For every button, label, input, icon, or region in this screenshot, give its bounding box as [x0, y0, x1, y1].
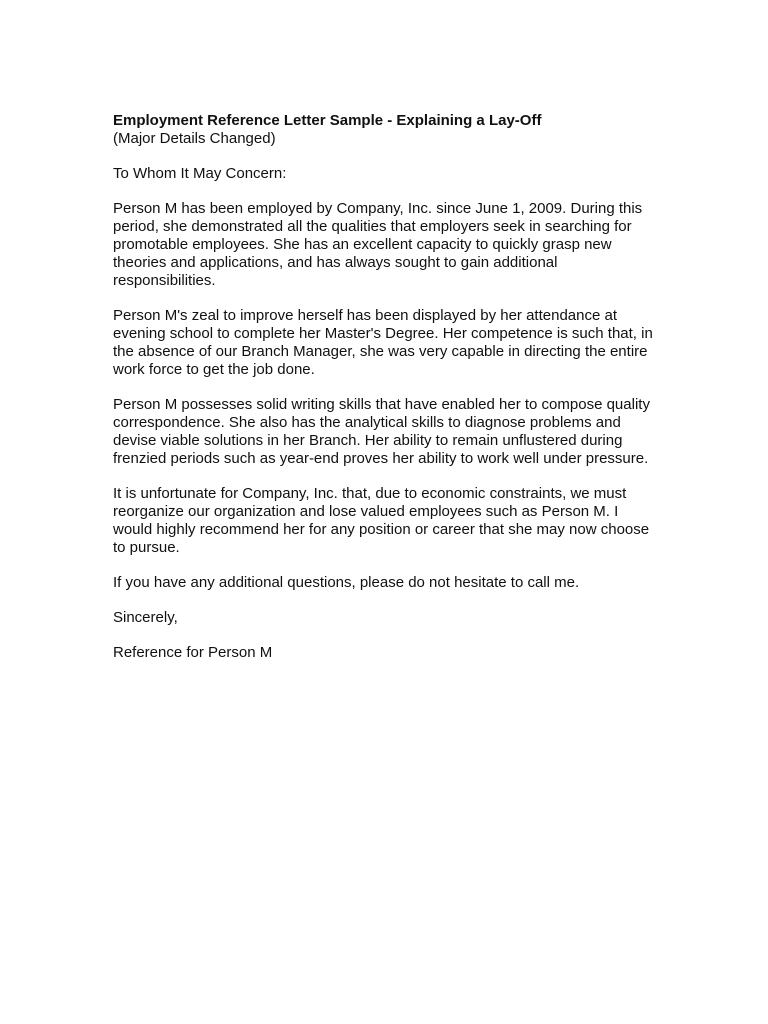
text-line: to pursue. [113, 539, 180, 556]
paragraph-2 [113, 307, 673, 379]
text-line: the absence of our Branch Manager, she was very capable in directing the entire [113, 343, 648, 360]
text-line: promotable employees. She has an excellent capacity to quickly grasp new [113, 236, 612, 253]
text-line: would highly recommend her for any position or career that she may now choose [113, 521, 650, 538]
text-line: theories and applications, and has always sought to gain additional [113, 254, 558, 271]
text-line: Person M has been employed by Company, Inc. since June 1, 2009. During this [113, 200, 643, 217]
text-line: evening school to complete her Master's Degree. Her competence is such that, in [113, 325, 653, 342]
text-line: Person M possesses solid writing skills that have enabled her to compose quality [113, 396, 650, 413]
text-line: devise viable solutions in her Branch. Her ability to remain unflustered during [113, 432, 623, 449]
letter-title: Employment Reference Letter Sample - Explaining a Lay-Off [113, 112, 542, 129]
paragraph-4 [113, 485, 673, 557]
closing: Sincerely, [113, 609, 178, 626]
paragraph-1 [113, 200, 673, 290]
text-line: It is unfortunate for Company, Inc. that, due to economic constraints, we must [113, 485, 627, 502]
salutation: To Whom It May Concern: [113, 165, 287, 182]
text-line: reorganize our organization and lose valued employees such as Person M. I [113, 503, 619, 520]
text-line: frenzied periods such as year-end proves her ability to work well under pressure. [113, 450, 649, 467]
paragraph-5 [113, 574, 673, 592]
text-line: Person M's zeal to improve herself has been displayed by her attendance at [113, 307, 617, 324]
text-line: responsibilities. [113, 272, 216, 289]
text-line: period, she demonstrated all the qualities that employers seek in searching for [113, 218, 632, 235]
signature: Reference for Person M [113, 644, 273, 661]
text-line: If you have any additional questions, please do not hesitate to call me. [113, 574, 580, 591]
letter-subtitle: (Major Details Changed) [113, 130, 276, 147]
text-line: correspondence. She also has the analytical skills to diagnose problems and [113, 414, 621, 431]
letter-body [113, 112, 673, 679]
paragraph-3 [113, 396, 673, 468]
text-line: work force to get the job done. [113, 361, 315, 378]
